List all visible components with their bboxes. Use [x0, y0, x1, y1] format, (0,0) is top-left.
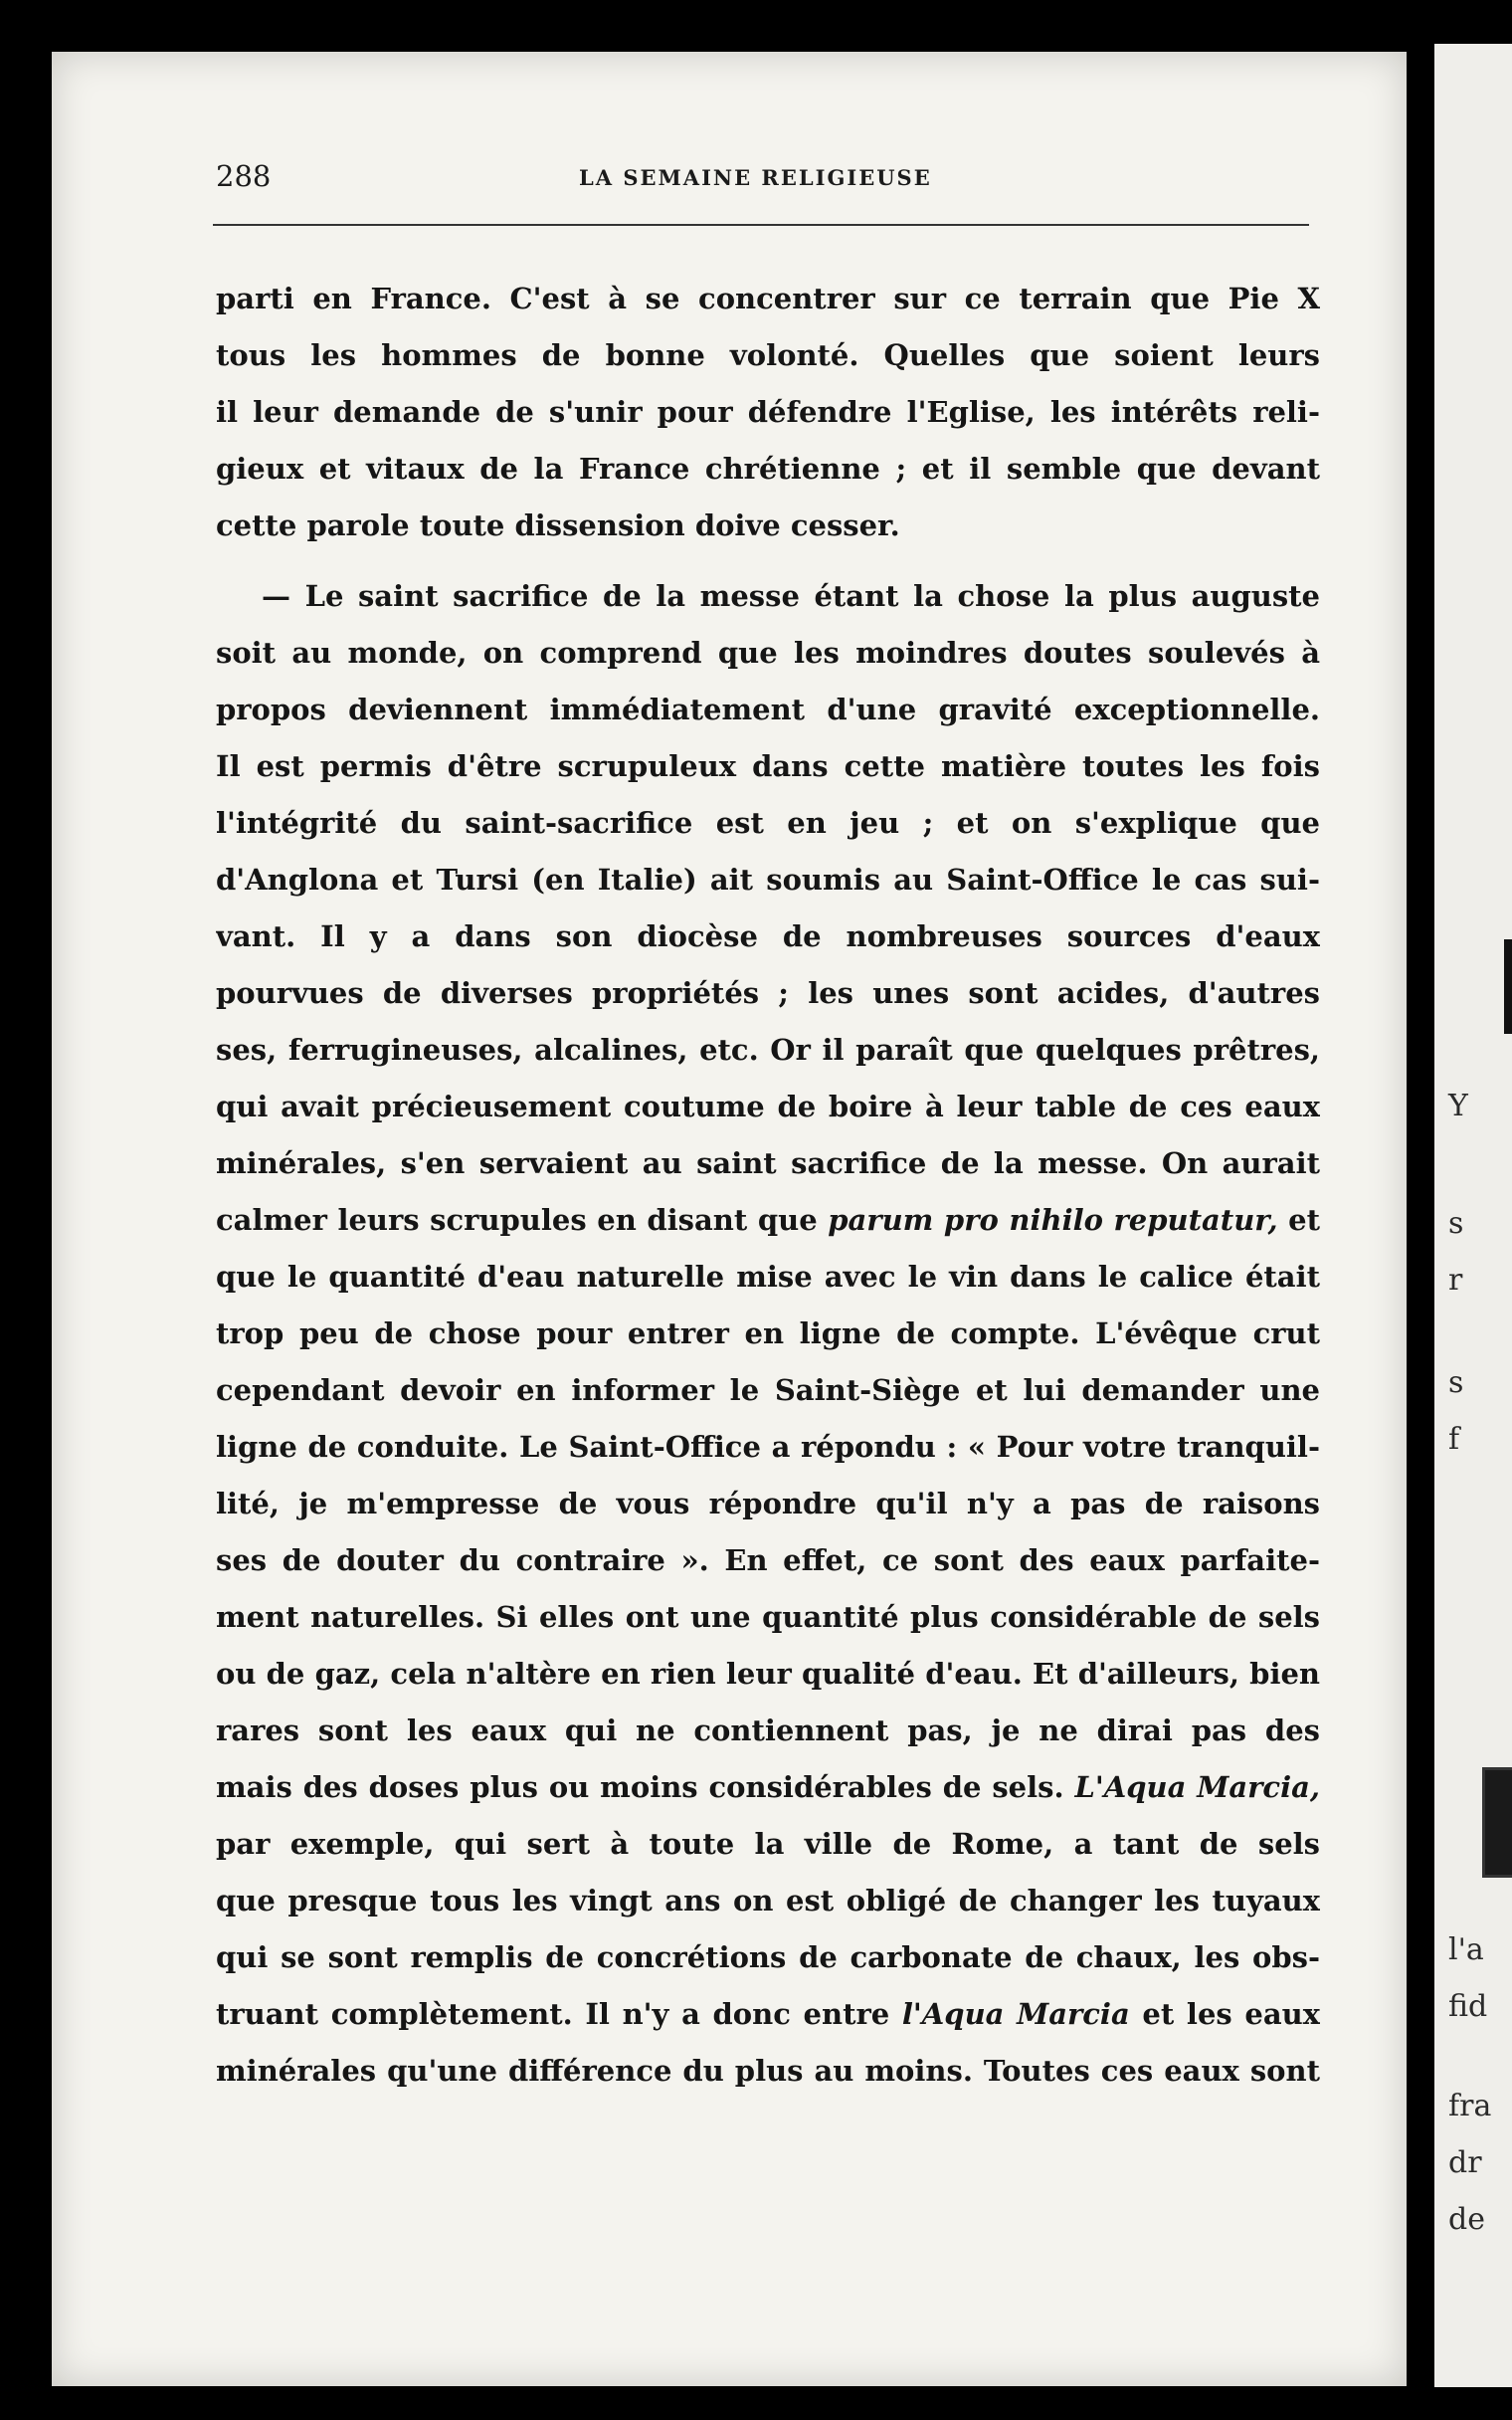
- text-line: tous les hommes de bonne volonté. Quelles que soient leurs: [216, 338, 1320, 372]
- text-line: par exemple, qui sert à toute la ville de Rome, a tant de sels: [216, 1827, 1320, 1861]
- text-line-mixed: [216, 1192, 1320, 1249]
- text-line: ou de gaz, cela n'altère en rien leur qualité d'eau. Et d'ailleurs, bien: [216, 1657, 1320, 1691]
- text-line-mixed: [216, 1759, 1320, 1816]
- italic-phrase: L'Aqua Marcia,: [1074, 1770, 1320, 1804]
- text-line: d'Anglona et Tursi (en Italie) ait soumis au Saint-Office le cas sui-: [216, 863, 1320, 897]
- text-line: il leur demande de s'unir pour défendre l'Eglise, les intérêts reli-: [216, 395, 1320, 429]
- adjacent-page-fragment: dr: [1448, 2145, 1482, 2180]
- running-title: LA SEMAINE RELIGIEUSE: [579, 165, 932, 190]
- text-line: vant. Il y a dans son diocèse de nombreuses sources d'eaux: [216, 919, 1320, 953]
- text-line: parti en France. C'est à se concentrer sur ce terrain que Pie X: [216, 282, 1320, 315]
- text-segment: calmer leurs scrupules en disant que: [216, 1203, 818, 1237]
- header-rule: [213, 224, 1309, 226]
- text-line: l'intégrité du saint-sacrifice est en jeu ; et on s'explique que: [216, 806, 1320, 840]
- text-line: ligne de conduite. Le Saint-Office a répondu : « Pour votre tranquil-: [216, 1430, 1320, 1464]
- text-line: propos deviennent immédiatement d'une gravité exceptionnelle.: [216, 693, 1320, 726]
- text-segment: et: [1288, 1203, 1320, 1237]
- body-text: [216, 271, 1320, 2100]
- text-segment: et les eaux: [1142, 1997, 1320, 2031]
- paragraph-2: [216, 568, 1320, 2100]
- page-number: 288: [216, 159, 272, 193]
- text-line: qui avait précieusement coutume de boire à leur table de ces eaux: [216, 1090, 1320, 1123]
- adjacent-page-fragment: s: [1448, 1365, 1464, 1400]
- text-segment: truant complètement. Il n'y a donc entre: [216, 1997, 890, 2031]
- text-line: ment naturelles. Si elles ont une quantité plus considérable de sels: [216, 1600, 1320, 1634]
- text-line: Il est permis d'être scrupuleux dans cette matière toutes les fois: [216, 749, 1320, 783]
- adjacent-page-fragment: Y: [1448, 1089, 1468, 1123]
- text-line: que presque tous les vingt ans on est obligé de changer les tuyaux: [216, 1884, 1320, 1917]
- text-line: gieux et vitaux de la France chrétienne ; et il semble que devant: [216, 452, 1320, 486]
- italic-phrase: parum pro nihilo reputatur,: [828, 1203, 1278, 1237]
- adjacent-page-fragment: r: [1448, 1263, 1463, 1298]
- text-line: minérales qu'une différence du plus au moins. Toutes ces eaux sont: [216, 2054, 1320, 2088]
- text-line: ses de douter du contraire ». En effet, ce sont des eaux parfaite-: [216, 1543, 1320, 1577]
- adjacent-page-fragment: fid: [1448, 1989, 1488, 2024]
- text-line: ses, ferrugineuses, alcalines, etc. Or il paraît que quelques prêtres,: [216, 1033, 1320, 1067]
- text-line: que le quantité d'eau naturelle mise avec le vin dans le calice était: [216, 1260, 1320, 1294]
- italic-phrase: l'Aqua Marcia: [901, 1997, 1130, 2031]
- text-line: cependant devoir en informer le Saint-Siège et lui demander une: [216, 1373, 1320, 1407]
- adjacent-page-mark: [1504, 939, 1512, 1034]
- adjacent-page-fragment: l'a: [1448, 1932, 1484, 1967]
- page-header: [216, 159, 1310, 203]
- text-line: — Le saint sacrifice de la messe étant la chose la plus auguste: [262, 579, 1320, 613]
- adjacent-page-edge: [1434, 44, 1512, 2387]
- text-line: pourvues de diverses propriétés ; les unes sont acides, d'autres: [216, 976, 1320, 1010]
- text-line: trop peu de chose pour entrer en ligne de compte. L'évêque crut: [216, 1316, 1320, 1350]
- text-line: soit au monde, on comprend que les moindres doutes soulevés à: [216, 636, 1320, 670]
- adjacent-page-fragment: s: [1448, 1206, 1464, 1241]
- text-line-mixed: [216, 1986, 1320, 2043]
- adjacent-page-fragment: fra: [1448, 2089, 1492, 2123]
- text-line: lité, je m'empresse de vous répondre qu'il n'y a pas de raisons: [216, 1487, 1320, 1520]
- paragraph-1: [216, 271, 1320, 554]
- text-segment: mais des doses plus ou moins considérables de sels.: [216, 1770, 1064, 1804]
- adjacent-page-fragment: de: [1448, 2202, 1485, 2237]
- adjacent-page-ornament: [1482, 1767, 1512, 1878]
- text-line: minérales, s'en servaient au saint sacrifice de la messe. On aurait: [216, 1146, 1320, 1180]
- text-line: rares sont les eaux qui ne contiennent pas, je ne dirai pas des: [216, 1714, 1320, 1747]
- adjacent-page-fragment: f: [1448, 1422, 1460, 1457]
- text-line: cette parole toute dissension doive cesser.: [216, 508, 900, 542]
- text-line: qui se sont remplis de concrétions de carbonate de chaux, les obs-: [216, 1940, 1320, 1974]
